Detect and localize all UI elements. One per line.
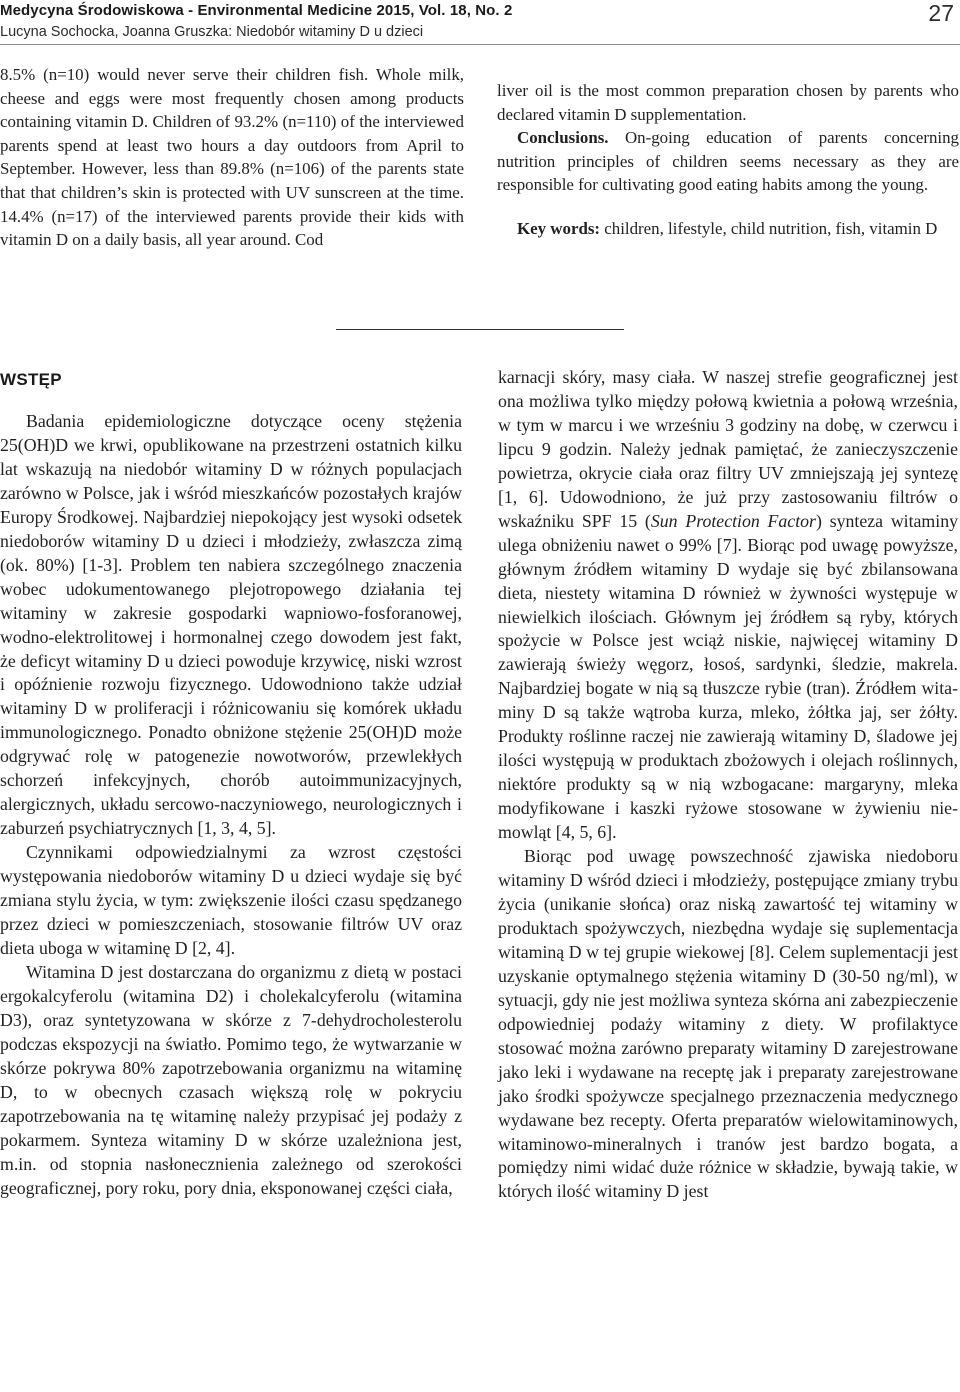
conclusions-label: Conclusions. <box>517 128 609 148</box>
running-authors-title: Lucyna Sochocka, Joanna Gruszka: Niedobór witaminy D u dzieci <box>0 24 424 40</box>
body-paragraph: Witamina D jest dostarczana do organizmu z dietą w postaci ergokalcyferolu (witamina D2) i cholekalcyferolu (witamina D3), oraz syntetyzowana w skórze z 7-dehydrocholesterolu podczas ekspozycji na światło. Pomimo tego, że wytwarzanie w skórze pokrywa 80% zapotrzebowania organizmu na witaminę D, to w obecnych czasach większą rolę w pokryciu zapotrzebowania na tę witaminę należy przypisać jej podaży z pokarmem. Synteza witaminy D w skórze uzależniona jest, m.in. od stopnia nasłonecznienia zależnego od szerokości geograficznej, pory roku, pory dnia, eksponowanej części ciała, <box>0 961 462 1198</box>
keywords-text: children, lifestyle, child nutrition, fish, vitamin D <box>600 218 938 238</box>
abstract-conclusions <box>497 126 959 197</box>
abstract-right-column <box>497 79 959 241</box>
running-header <box>0 0 960 44</box>
body-paragraph: Czynnikami odpowiedzialnymi za wzrost częstości występowania niedoborów witaminy D u dzieci wydaje się być zmiana stylu życia, w tym: zwiększenie ilości czasu spędzanego przez dzieci w pomieszczeniach, stosowanie filtrów UV oraz dieta uboga w witaminę D [2, 4]. <box>0 842 462 958</box>
abstract-results-text: 8.5% (n=10) would never serve their children fish. Whole milk, cheese and eggs were most frequently chosen among products containing vitamin D. Children of 93.2% (n=110) of the interviewed parents spend at least two hours a day outdoors from April to September. However, less than 89.8% (n=106) of the parents state that that children’s skin is protected with UV sunscreen at the time. 14.4% (n=17) of the interviewed parents provide their kids with vitamin D on a daily basis, all year around. Cod <box>0 65 464 250</box>
abstract-separator <box>336 329 624 330</box>
abstract-keywords <box>497 217 959 241</box>
abstract-results-continued: liver oil is the most common preparation chosen by parents who declared vitamin D supplementation. <box>497 81 959 124</box>
body-paragraph: Biorąc pod uwagę powszechność zjawiska niedoboru witaminy D wśród dzieci i młodzieży, postępujące zmiany trybu życia (unikanie słońca) oraz niską zawartość tej witaminy w produktach spożywczych, niezbędna wydaje się suplementacja witaminą D w tej grupie wiekowej [8]. Celem suplementacji jest uzyskanie optymalnego stężenia witaminy D (30-50 ng/ml), w sytuacji, gdy nie jest możliwa synteza skórna ani zabezpieczenie odpowiedniej podaży witaminy z diety. W profilaktyce stosować można zarówno preparaty witaminy D zarejestrowane jako leki i wydawane na receptę jak i preparaty zarejestrowane jako środki spożywcze specjalnego przeznaczenia medycznego wydawane bez recepty. Oferta preparatów wielowitaminowych, witaminowo-mineralnych i tranów jest bardzo bogata, a pomiędzy nimi widać duże różnice w składzie, bywają takie, w których ilość witaminy D jest <box>498 846 958 1202</box>
page-number: 27 <box>928 0 954 26</box>
abstract-left-column <box>0 63 464 252</box>
paragraph-text: karnacji skóry, masy ciała. W naszej strefie geograficznej jest ona możliwa tylko między połową kwietnia a połową września, w tym w marcu i we wrześniu 3 godziny na dobę, w czerwcu i lipcu 9 godzin. Należy jednak pamiętać, że zanieczyszczenie powietrza, okrycie ciała oraz filtry UV zmniejszają jej syntezę [1, 6]. Udowodniono, że już przy zastosowaniu filtrów o wskaźniku SPF 15 ( <box>498 367 958 531</box>
journal-title: Medycyna Środowiskowa - Environmental Medicine 2015, Vol. 18, No. 2 <box>0 2 513 19</box>
italic-term: Sun Protection Factor <box>650 510 816 531</box>
keywords-label: Key words: <box>517 218 601 238</box>
section-heading: WSTĘP <box>0 370 62 389</box>
conclusions-text: On-going education of parents concerning nutrition principles of children seems necessary as they are responsible for cultivating good eating habits among the young. <box>497 128 959 195</box>
body-paragraph <box>498 366 958 845</box>
body-right-column <box>498 366 958 1204</box>
header-divider <box>0 44 960 45</box>
body-left-column <box>0 410 462 1200</box>
body-paragraph: Badania epidemiologiczne dotyczące oceny stężenia 25(OH)D we krwi, opublikowane na przestrzeni ostatnich kilku lat wskazują na niedobór witaminy D w różnych populacjach zarówno w Polsce, jak i wśród mieszkańców pozostałych krajów Europy Środkowej. Najbardziej niepokojący jest wysoki odsetek niedoborów witaminy D u dzieci i młodzieży, zwłaszcza zimą (ok. 80%) [1-3]. Problem ten nabiera szczególnego znaczenia wobec udokumentowanego plejotropowego działania tej witaminy w zakresie gospodarki wapniowo-fosforanowej, wodno-elektrolitowej i hormonalnej czego dowodem jest fakt, że deficyt witaminy D u dzieci powoduje krzywicę, niski wzrost i opóźnienie rozwoju fizycznego. Udowodniono także udział witaminy D w proliferacji i różnicowaniu się komórek układu immunologicznego. Ponadto obniżone stężenie 25(OH)D może odgrywać rolę w patogenezie nowotworów, przewlekłych schorzeń infekcyjnych, chorób autoimmunizacyjnych, alergicznych, układu sercowo-naczyniowego, neurologicznych i zaburzeń psychiatrycznych [1, 3, 4, 5]. <box>0 411 462 839</box>
paragraph-text: ) synteza witaminy ulega obniżeniu nawet o 99% [7]. Biorąc pod uwagę powyższe, głównym źródłem witaminy D wydaje się być zbilansowana dieta, niestety witamina D również w żywności występuje w niewielkich ilościach. Głównym jej źródłem są ryby, których spożycie w Polsce jest wciąż niskie, najwięcej witaminy D zawierają świeży węgorz, łosoś, sardynki, śledzie, makrela. Najbardziej bogate w nią są tłuszcze rybie (tran). Źródłem witaminy D są także wątroba kurza, mleko, żółtka jaj, ser żółty. Produkty roślinne raczej nie zawierają witaminy D, śladowe jej ilości występują w produktach zbożowych i olejach roślinnych, niektóre produkty są w nią wzbogacane: margaryny, mleka modyfikowane i kaszki ryżowe stosowane w żywieniu niemowląt [4, 5, 6]. <box>498 510 958 843</box>
